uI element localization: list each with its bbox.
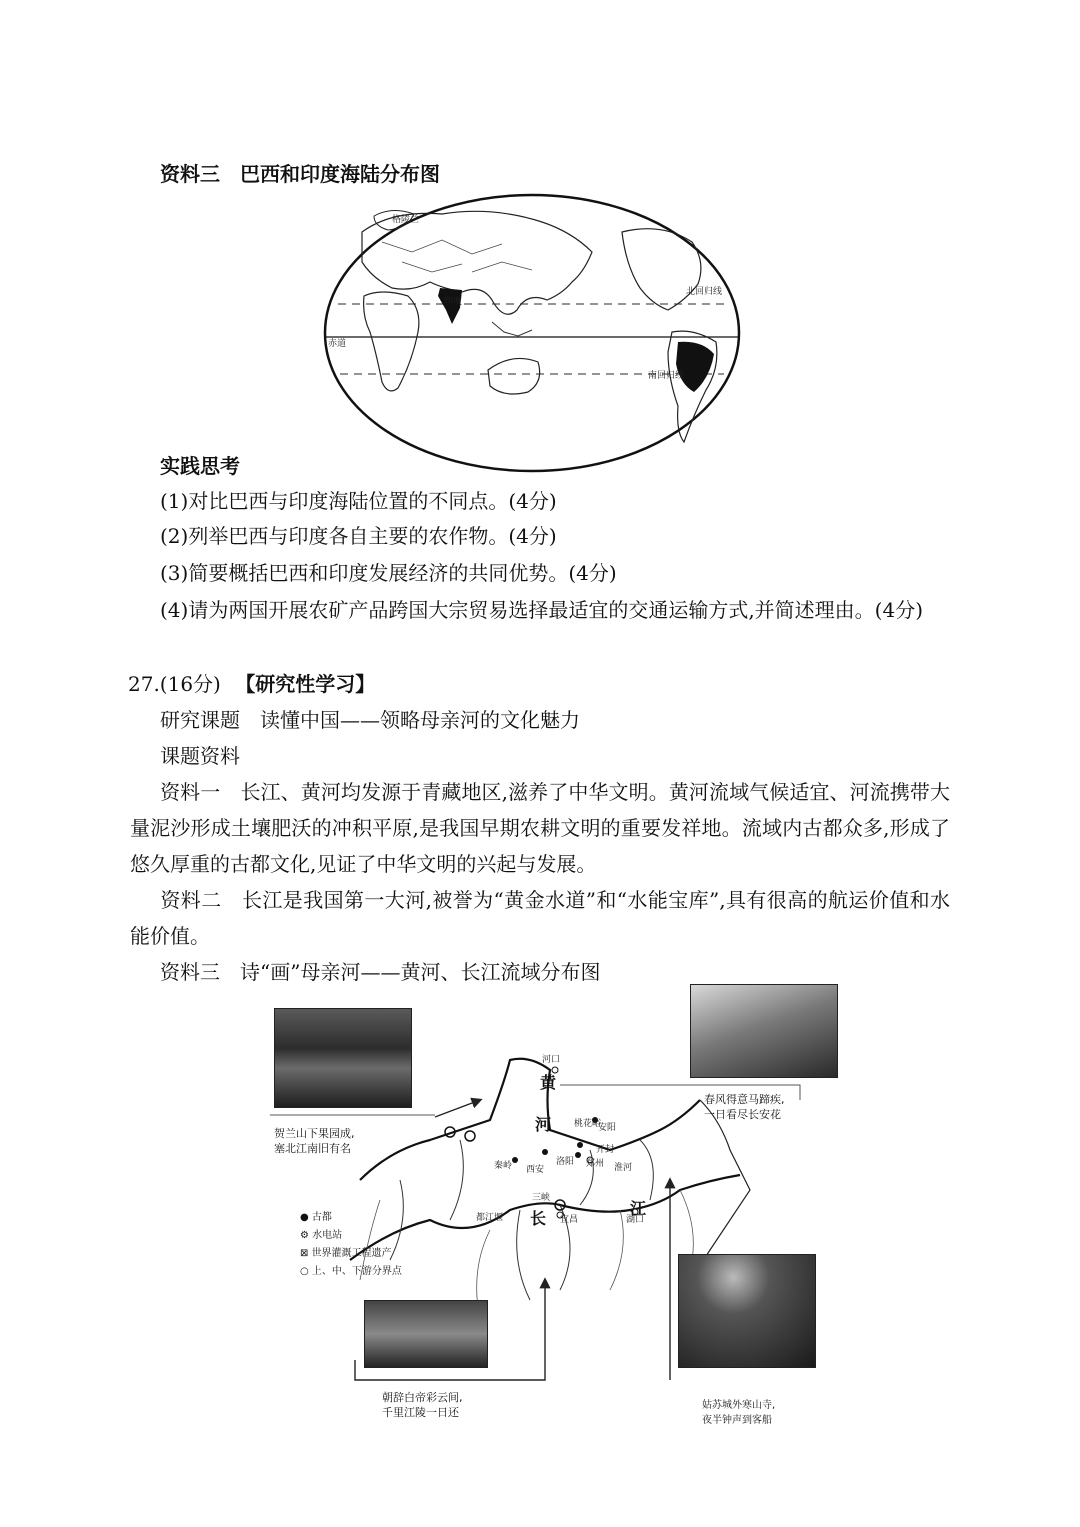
place-dujiangyan: 都江堰 (476, 1213, 504, 1223)
world-map (322, 192, 742, 474)
photo-changan-rider (690, 984, 838, 1078)
q27-number: 27.(16分) (128, 672, 221, 696)
place-sanxia: 三峡 (532, 1193, 551, 1203)
poem-zhaoci: 朝辞白帝彩云间, 千里江陵一日还 (382, 1391, 463, 1419)
legend-hydropower: ⚙ 水电站 (300, 1230, 343, 1241)
legend-capital: ● 古都 (300, 1212, 332, 1223)
material-1: 资料一 长江、黄河均发源于青藏地区,滋养了中华文明。黄河流域气候适宜、河流携带大量泥沙形成土壤肥沃的冲积平原,是我国早期农耕文明的重要发祥地。流域内古都众多,形成了悠久厚重的古都文化,见证了中华文明的兴起与发展。 (130, 780, 950, 876)
q27-tag: 【研究性学习】 (235, 672, 376, 696)
equator-label: 赤道 (328, 339, 347, 349)
place-huaihe: 淮河 (614, 1163, 633, 1173)
photo-three-gorges (364, 1300, 488, 1368)
river-label-huang: 黄 (540, 1073, 557, 1092)
river-label-he: 河 (535, 1115, 552, 1134)
question-1: (1)对比巴西与印度海陆位置的不同点。(4分) (160, 489, 557, 513)
place-zhengzhou: 郑州 (586, 1159, 605, 1169)
place-luoyang: 洛阳 (556, 1157, 575, 1167)
section3-title: 资料三 巴西和印度海陆分布图 (160, 162, 440, 186)
place-xian: 西安 (526, 1165, 545, 1175)
place-hukou: 湖口 (626, 1215, 645, 1225)
tropic-capricorn-label: 南回归线 (648, 371, 685, 381)
q27-header (128, 670, 375, 698)
river-label-chang: 长 (530, 1209, 547, 1228)
legend-irrigation: ⊠ 世界灌溉工程遗产 (300, 1248, 392, 1259)
materials-heading: 课题资料 (160, 744, 240, 768)
legend-boundary: ○ 上、中、下游分界点 (300, 1266, 402, 1277)
greenland-label: 格陵兰 (392, 215, 420, 225)
place-qinling: 秦岭 (494, 1161, 513, 1171)
india-label: 印度 (444, 297, 463, 307)
poem-helan: 贺兰山下果园成, 塞北江南旧有名 (274, 1127, 355, 1155)
place-kaifeng: 开封 (596, 1145, 615, 1155)
practice-heading: 实践思考 (160, 454, 240, 478)
poem-gusu: 姑苏城外寒山寺, 夜半钟声到客船 (702, 1400, 776, 1426)
question-4: (4)请为两国开展农矿产品跨国大宗贸易选择最适宜的交通运输方式,并简述理由。(4分) (160, 598, 924, 622)
material-3-title: 资料三 诗“画”母亲河——黄河、长江流域分布图 (160, 960, 601, 984)
place-yichang: 宜昌 (560, 1215, 579, 1225)
q27-topic: 研究课题 读懂中国——领略母亲河的文化魅力 (160, 708, 580, 732)
tropic-cancer-label: 北回归线 (686, 287, 723, 297)
poem-chunfeng: 春风得意马蹄疾, 一日看尽长安花 (704, 1093, 785, 1121)
photo-hanshan-temple (678, 1254, 816, 1368)
photo-helan-orchard (274, 1008, 412, 1108)
place-anyang: 安阳 (598, 1123, 617, 1133)
question-2: (2)列举巴西与印度各自主要的农作物。(4分) (160, 524, 557, 548)
material-2: 资料二 长江是我国第一大河,被誉为“黄金水道”和“水能宝库”,具有很高的航运价值和水能价值。 (130, 888, 950, 948)
question-3: (3)简要概括巴西和印度发展经济的共同优势。(4分) (160, 561, 617, 585)
place-taohuayu: 桃花峪 (574, 1119, 602, 1129)
river-label-jiang: 江 (630, 1199, 647, 1218)
place-hekou: 河口 (542, 1055, 561, 1065)
